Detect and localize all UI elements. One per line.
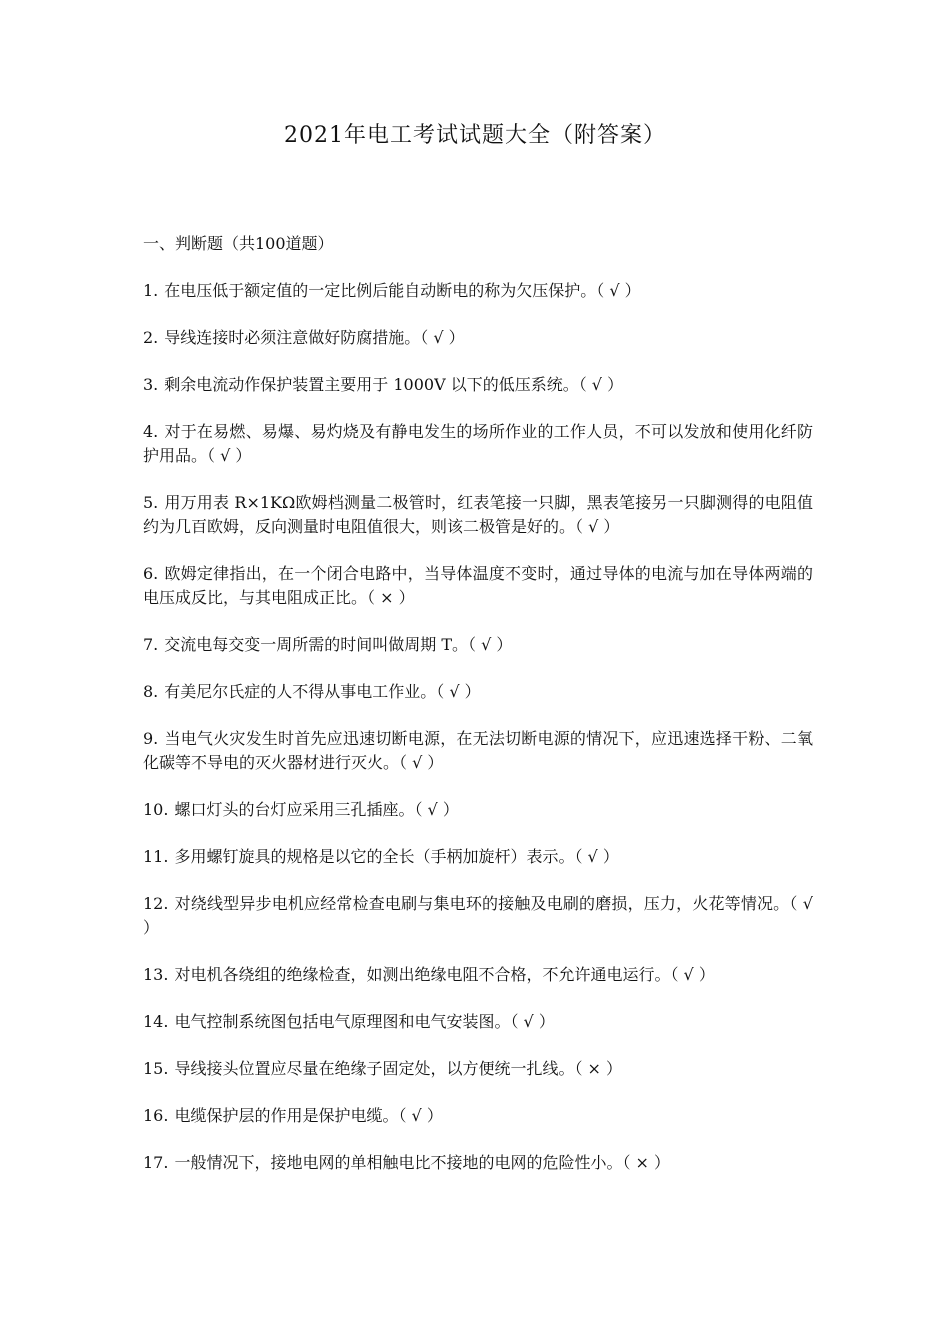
question-number: 4. [143,422,159,441]
document-title: 2021年电工考试试题大全（附答案） [284,123,666,148]
question-text: 导线连接时必须注意做好防腐措施。（ √ ） [164,328,465,347]
section-heading: 一、判断题（共100道题） [143,234,334,253]
question-item [143,845,813,869]
question-number: 10. [143,800,169,819]
question-item [143,680,813,704]
question-item [143,1057,813,1081]
question-number: 15. [143,1059,169,1078]
question-item [143,798,813,822]
question-item [143,279,813,303]
question-item [143,491,813,539]
question-item [143,373,813,397]
question-number: 17. [143,1153,169,1172]
question-item [143,1010,813,1034]
question-number: 9. [143,729,159,748]
question-number: 3. [143,375,159,394]
question-text: 欧姆定律指出，在一个闭合电路中，当导体温度不变时，通过导体的电流与加在导体两端的电压成反比，与其电阻成正比。（ × ） [143,564,813,607]
question-text: 一般情况下，接地电网的单相触电比不接地的电网的危险性小。（ × ） [174,1153,671,1172]
question-text: 剩余电流动作保护装置主要用于 1000V 以下的低压系统。（ √ ） [164,375,624,394]
question-number: 16. [143,1106,169,1125]
question-text: 对绕线型异步电机应经常检查电刷与集电环的接触及电刷的磨损，压力，火花等情况。（ √ ） [143,894,813,937]
question-number: 6. [143,564,159,583]
question-item [143,562,813,610]
question-number: 1. [143,281,159,300]
question-number: 14. [143,1012,169,1031]
question-text: 电气控制系统图包括电气原理图和电气安装图。（ √ ） [174,1012,555,1031]
question-text: 螺口灯头的台灯应采用三孔插座。（ √ ） [174,800,459,819]
question-text: 电缆保护层的作用是保护电缆。（ √ ） [174,1106,443,1125]
question-item [143,326,813,350]
question-text: 多用螺钉旋具的规格是以它的全长（手柄加旋杆）表示。（ √ ） [174,847,619,866]
question-text: 用万用表 R×1KΩ欧姆档测量二极管时，红表笔接一只脚，黑表笔接另一只脚测得的电阻值约为几百欧姆，反向测量时电阻值很大，则该二极管是好的。（ √ ） [143,493,813,536]
question-text: 导线接头位置应尽量在绝缘子固定处，以方便统一扎线。（ × ） [174,1059,623,1078]
question-item [143,420,813,468]
question-text: 当电气火灾发生时首先应迅速切断电源，在无法切断电源的情况下，应迅速选择干粉、二氧化碳等不导电的灭火器材进行灭火。（ √ ） [143,729,813,772]
document-body [143,232,813,1198]
question-number: 12. [143,894,169,913]
question-item [143,727,813,775]
question-number: 7. [143,635,159,654]
question-text: 有美尼尔氏症的人不得从事电工作业。（ √ ） [164,682,481,701]
question-item [143,892,813,940]
question-text: 交流电每交变一周所需的时间叫做周期 T。（ √ ） [164,635,513,654]
question-text: 对于在易燃、易爆、易灼烧及有静电发生的场所作业的工作人员，不可以发放和使用化纤防护用品。（ √ ） [143,422,813,465]
question-item [143,1151,813,1175]
question-item [143,963,813,987]
question-number: 5. [143,493,159,512]
question-number: 8. [143,682,159,701]
question-item [143,1104,813,1128]
question-number: 2. [143,328,159,347]
question-number: 13. [143,965,169,984]
question-number: 11. [143,847,169,866]
question-text: 对电机各绕组的绝缘检查，如测出绝缘电阻不合格，不允许通电运行。（ √ ） [174,965,715,984]
question-item [143,633,813,657]
question-text: 在电压低于额定值的一定比例后能自动断电的称为欠压保护。（ √ ） [164,281,641,300]
